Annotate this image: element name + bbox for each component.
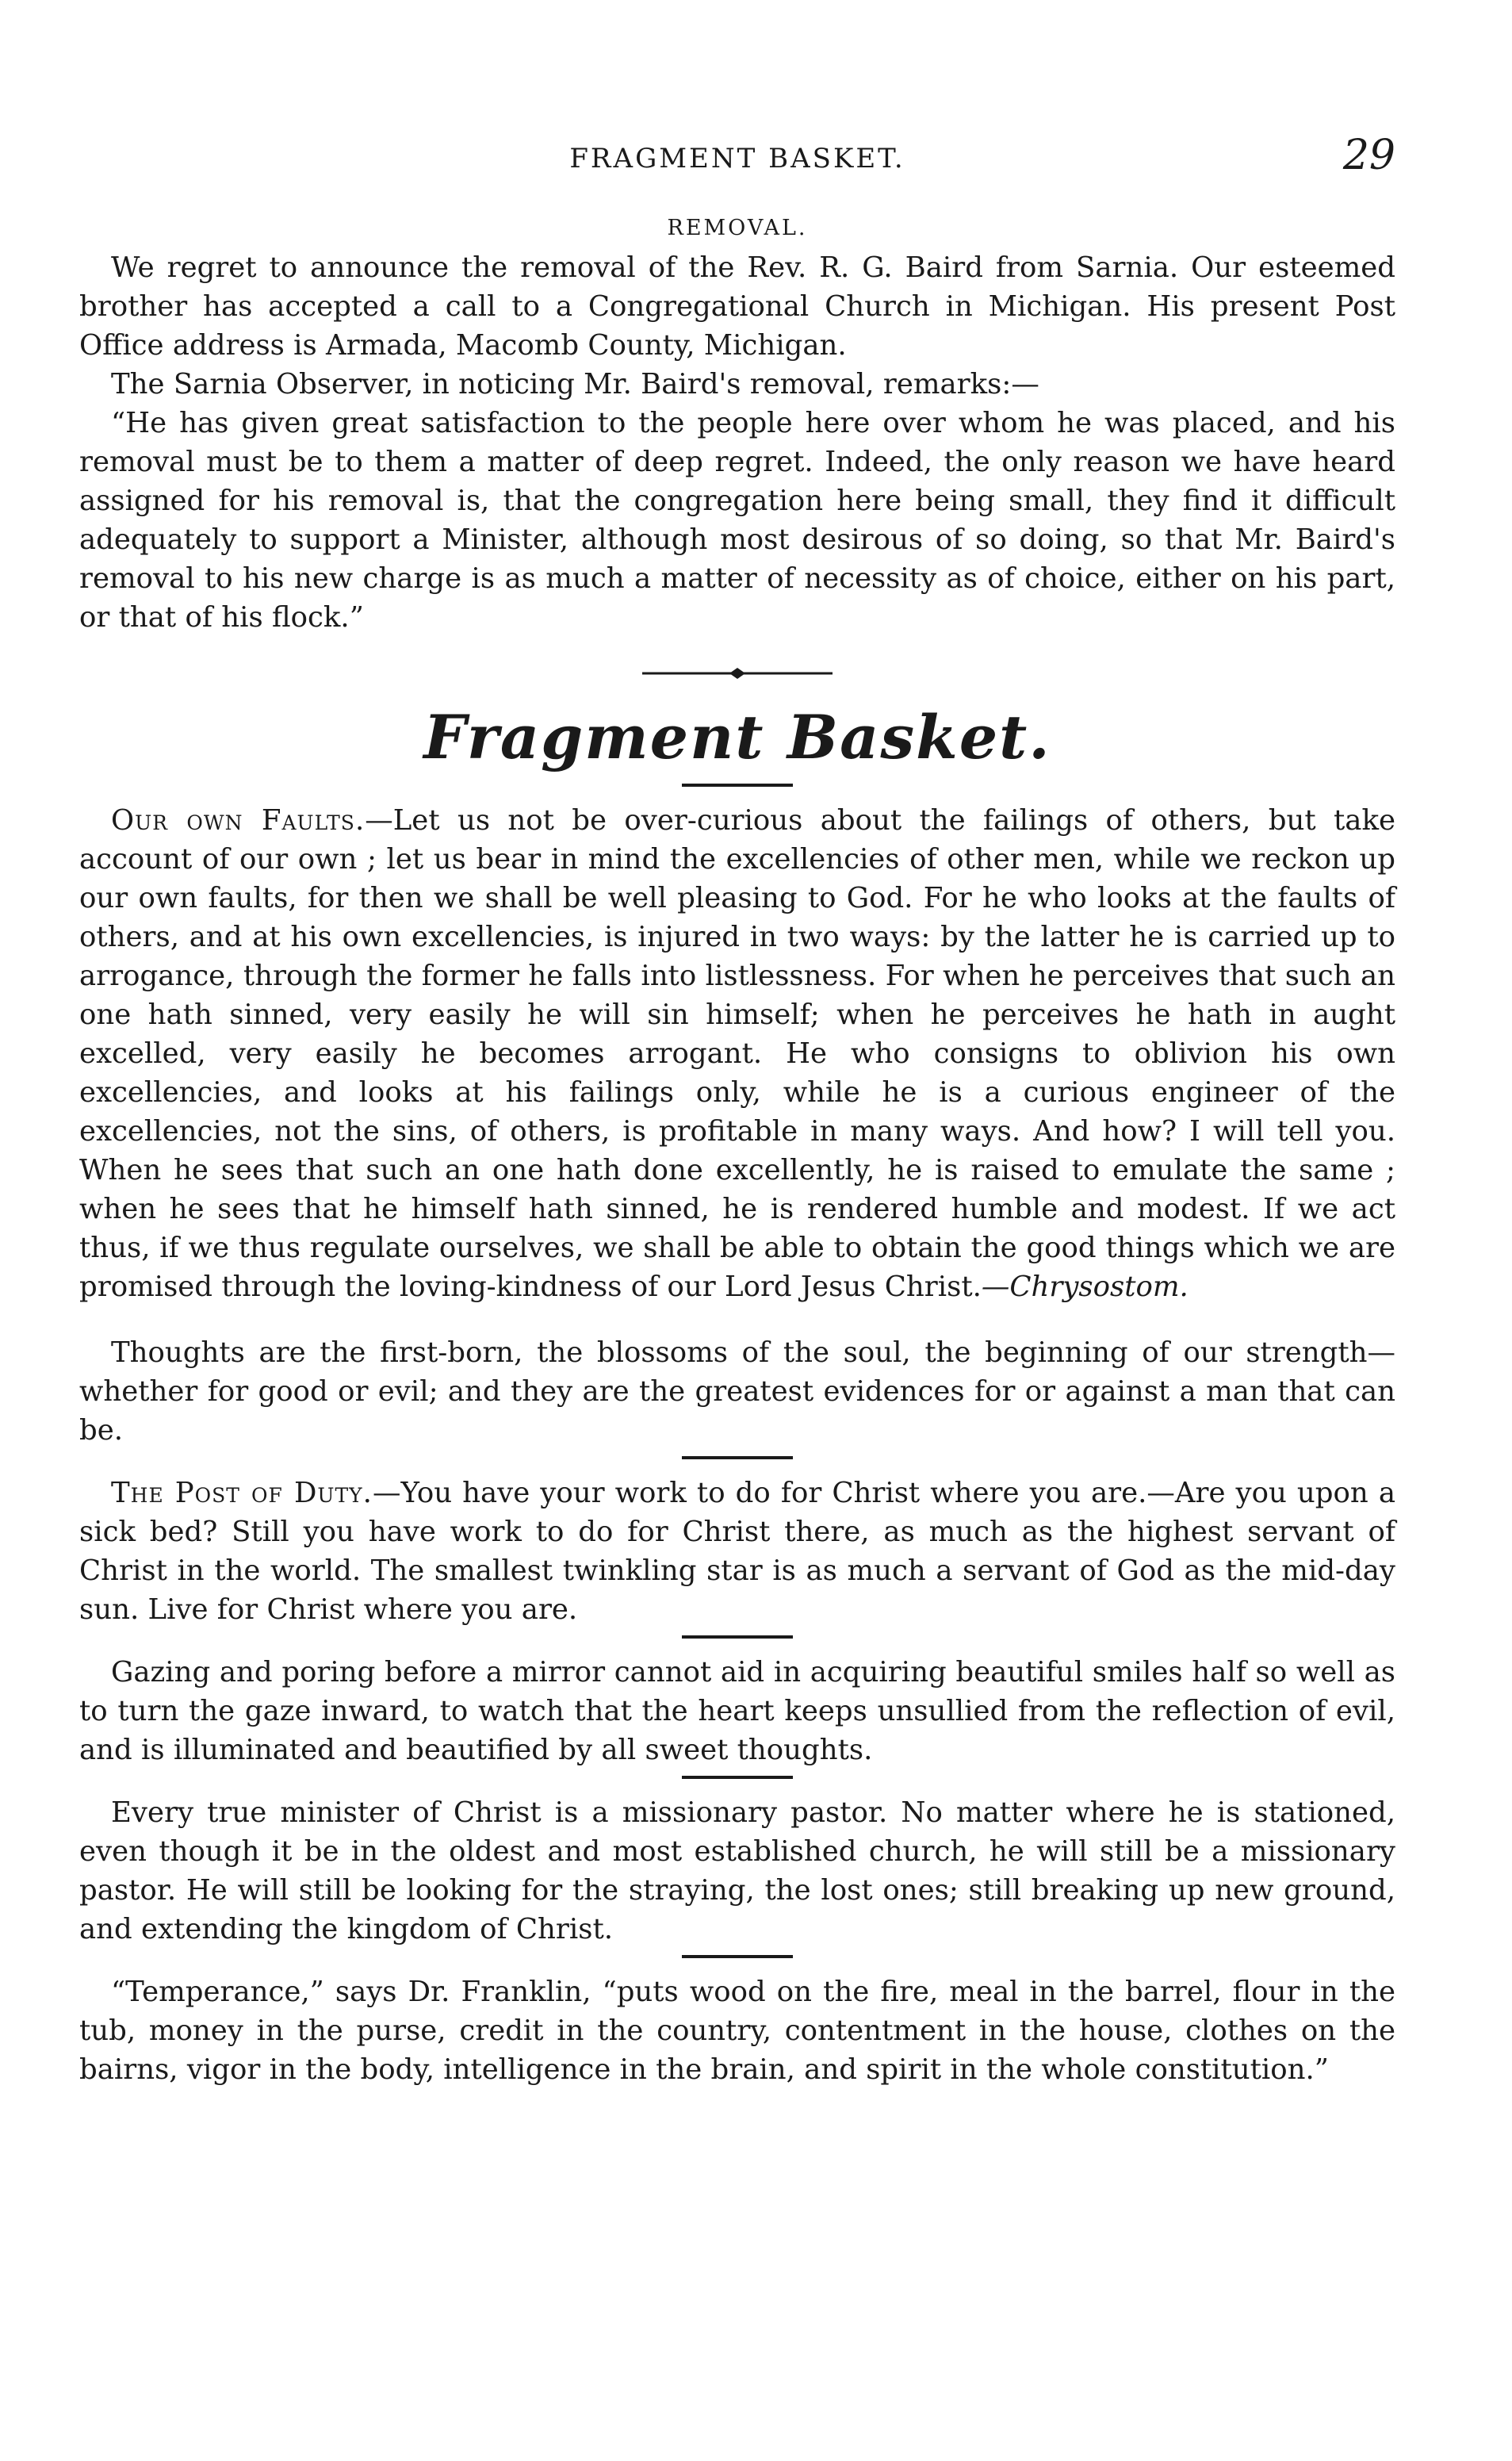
item-rule bbox=[682, 1456, 793, 1459]
removal-paragraph-2: The Sarnia Observer, in noticing Mr. Baird's removal, remarks:— bbox=[111, 368, 1039, 401]
item-text: Gazing and poring before a mirror cannot aid in acquiring beautiful smiles half so well as to turn the gaze inward, to watch that the heart keeps unsullied from the reflection of evil, and is illuminated and beautified by all sweet thoughts. bbox=[79, 1656, 1395, 1766]
item-text: Every true minister of Christ is a missionary pastor. No matter where he is stationed, even though it be in the oldest and most established church, he will still be a missionary pastor. He will still be looking for the straying, the lost ones; still breaking up new ground, and extending the kingdom of Christ. bbox=[79, 1796, 1395, 1945]
section-title: Fragment Basket. bbox=[423, 702, 1051, 772]
removal-paragraph-1: We regret to announce the removal of the Rev. R. G. Baird from Sarnia. Our esteemed brother has accepted a call to a Congregational Church in Michigan. His present Post Office address is Armada, Macomb County, Michigan. bbox=[79, 251, 1395, 362]
ornament-divider bbox=[642, 665, 833, 681]
item-lead: The Post of Duty. bbox=[111, 1477, 373, 1509]
item-rule bbox=[682, 1955, 793, 1958]
running-title: FRAGMENT BASKET. bbox=[569, 143, 905, 174]
item-rule bbox=[682, 1776, 793, 1779]
item-lead: Our own Faults. bbox=[111, 804, 366, 837]
item-text: —Let us not be over-curious about the failings of others, but take account of our own ; let us bear in mind the excellencies of other men, while we reckon up our own faults, for then we shall be well pleasing to God. For he who looks at the faults of others, and at his own excellencies, is injured in two ways: by the latter he is carried up to arrogance, through the former he falls into listlessness. For when he perceives that such an one hath sinned, very easily he will sin himself; when he perceives he hath in aught excelled, very easily he becomes arrogant. He who consigns to oblivion his own excellencies, and looks at his failings only, while he is a curious engineer of the excellencies, not the sins, of others, is profitable in many ways. And how? I will tell you. When he sees that such an one hath done excellently, he is raised to emulate the same ; when he sees that he himself hath sinned, he is rendered humble and modest. If we act thus, if we thus regulate ourselves, we shall be able to obtain the good things which we are promised through the loving-kindness of our Lord Jesus Christ. bbox=[79, 804, 1395, 1303]
item-text: Thoughts are the first-born, the blossoms of the soul, the beginning of our strength—whether for good or evil; and they are the greatest evidences for or against a man that can be. bbox=[79, 1336, 1395, 1447]
item-author: —Chrysostom. bbox=[981, 1271, 1189, 1303]
running-header bbox=[79, 132, 1395, 198]
page-number: 29 bbox=[1342, 132, 1395, 179]
fragment-item bbox=[79, 1474, 1395, 1629]
removal-heading: REMOVAL. bbox=[667, 216, 808, 240]
fragment-item bbox=[79, 801, 1395, 1306]
item-text: “Temperance,” says Dr. Franklin, “puts wood on the fire, meal in the barrel, flour in the tub, money in the purse, credit in the country, contentment in the house, clothes on the bairns, vigor in the body, intelligence in the brain, and spirit in the whole constitution.” bbox=[79, 1976, 1395, 2086]
fragment-item bbox=[79, 1333, 1395, 1450]
title-rule bbox=[682, 784, 793, 787]
fragment-item bbox=[79, 1793, 1395, 1949]
item-rule bbox=[682, 1635, 793, 1639]
removal-quote: “He has given great satisfaction to the people here over whom he was placed, and his removal must be to them a matter of deep regret. Indeed, the only reason we have heard assigned for his removal is, that the congregation here being small, they find it difficult adequately to support a Minister, although most desirous of so doing, so that Mr. Baird's removal to his new charge is as much a matter of necessity as of choice, either on his part, or that of his flock.” bbox=[79, 407, 1395, 634]
fragment-item bbox=[79, 1972, 1395, 2089]
fragment-item bbox=[79, 1653, 1395, 1769]
page-body bbox=[79, 132, 1395, 2089]
item-text: —You have your work to do for Christ where you are.—Are you upon a sick bed? Still you have work to do for Christ there, as much as the highest servant of Christ in the world. The smallest twinkling star is as much a servant of God as the mid-day sun. Live for Christ where you are. bbox=[79, 1477, 1395, 1626]
